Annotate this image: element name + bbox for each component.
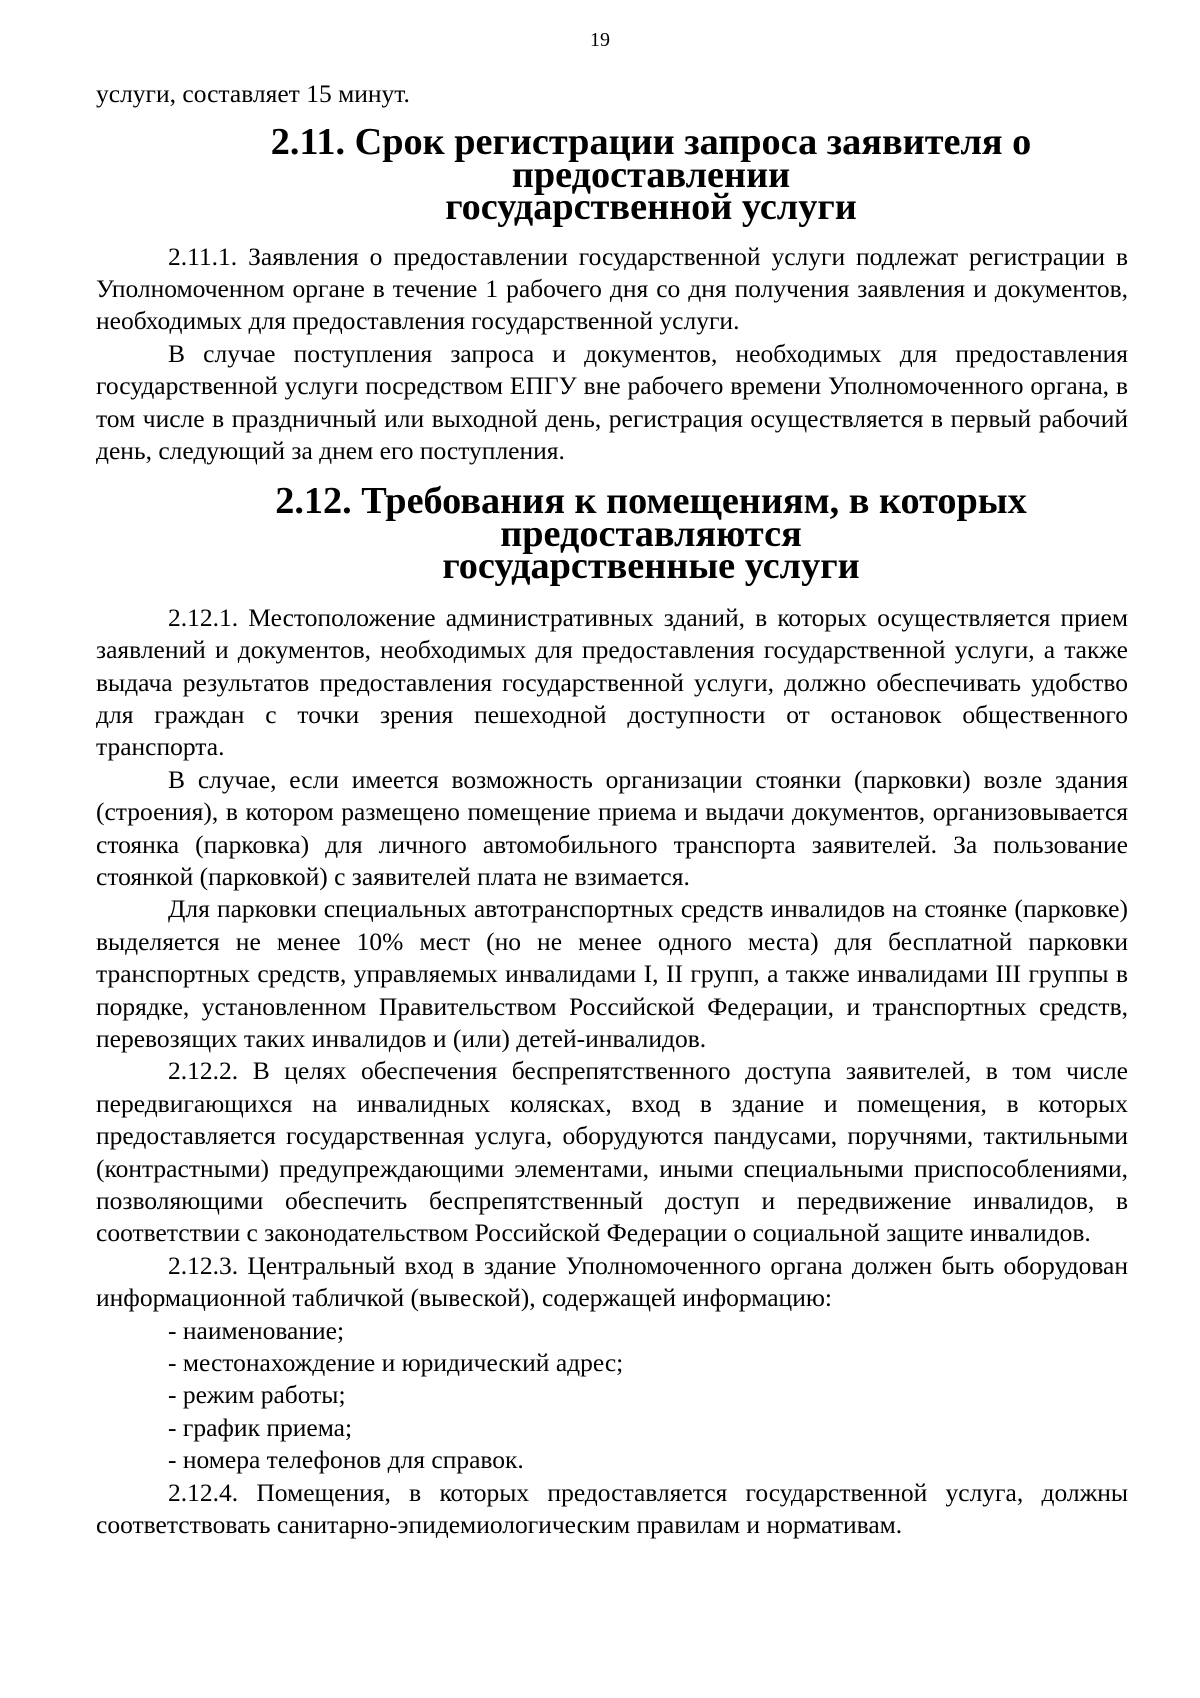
list-item: - номера телефонов для справок.: [168, 1445, 524, 1475]
list-item: - график приема;: [168, 1412, 353, 1442]
section-2-12-heading-line1: 2.12. Требования к помещениям, в которых предоставляются: [275, 480, 1027, 555]
paragraph-2-11-1: 2.11.1. Заявления о предоставлении государственной услуги подлежат регистрации в Уполномоченном органе в течение 1 рабочего дня со дня получения заявления и документов, необходимых для предоставления государственной услуги.: [96, 241, 1128, 336]
paragraph-disabled-parking: Для парковки специальных автотранспортных средств инвалидов на стоянке (парковке) выделяется не менее 10% мест (но не менее одного места) для бесплатной парковки транспортных средств, управляемых инвалидами I, II групп, а также инвалидами III группы в порядке, установленном Правительством Российской Федерации, и транспортных средств, перевозящих таких инвалидов и (или) детей-инвалидов.: [96, 894, 1128, 1053]
paragraph-2-12-3: 2.12.3. Центральный вход в здание Уполномоченного органа должен быть оборудован информационной табличкой (вывеской), содержащей информацию:: [96, 1250, 1128, 1313]
paragraph-2-12-4: 2.12.4. Помещения, в которых предоставляется государственной услуга, должны соответствовать санитарно-эпидемиологическим правилам и нормативам.: [96, 1477, 1128, 1540]
paragraph-2-12-1: 2.12.1. Местоположение административных зданий, в которых осуществляется прием заявлений и документов, необходимых для предоставления государственной услуги, а также выдача результатов предоставления государственной услуги, должно обеспечивать удобство для граждан с точки зрения пешеходной доступности от остановок общественного транспорта.: [96, 602, 1128, 762]
paragraph-2-11-1-continued: В случае поступления запроса и документов, необходимых для предоставления государственной услуги посредством ЕПГУ вне рабочего времени Уполномоченного органа, в том числе в праздничный или выходной день, регистрация осуществляется в первый рабочий день, следующий за днем его поступления.: [96, 338, 1128, 466]
list-item: - режим работы;: [168, 1380, 346, 1410]
section-2-11-heading: [96, 121, 1128, 229]
list-item: - наименование;: [168, 1315, 345, 1345]
section-2-11-heading-line1: 2.11. Срок регистрации запроса заявителя о предоставлении: [270, 121, 1032, 196]
intro-line: услуги, составляет 15 минут.: [96, 79, 410, 108]
section-2-11-heading-line2: государственной услуги: [445, 186, 857, 229]
section-2-12-heading-line2: государственные услуги: [442, 545, 860, 588]
paragraph-parking: В случае, если имеется возможность организации стоянки (парковки) возле здания (строения), в котором размещено помещение приема и выдачи документов, организовывается стоянка (парковка) для личного автомобильного транспорта заявителей. За пользование стоянкой (парковкой) с заявителей плата не взимается.: [96, 764, 1128, 891]
page-number: 19: [590, 29, 610, 51]
list-item: - местонахождение и юридический адрес;: [168, 1348, 624, 1378]
paragraph-2-12-2: 2.12.2. В целях обеспечения беспрепятственного доступа заявителей, в том числе передвигающихся на инвалидных колясках, вход в здание и помещения, в которых предоставляется государственная услуга, оборудуются пандусами, поручнями, тактильными (контрастными) предупреждающими элементами, иными специальными приспособлениями, позволяющими обеспечить беспрепятственный доступ и передвижение инвалидов, в соответствии с законодательством Российской Федерации о социальной защите инвалидов.: [96, 1056, 1128, 1248]
page-content: [96, 78, 1128, 1541]
signboard-info-list: [96, 1315, 1128, 1477]
section-2-12-heading: [96, 480, 1128, 588]
